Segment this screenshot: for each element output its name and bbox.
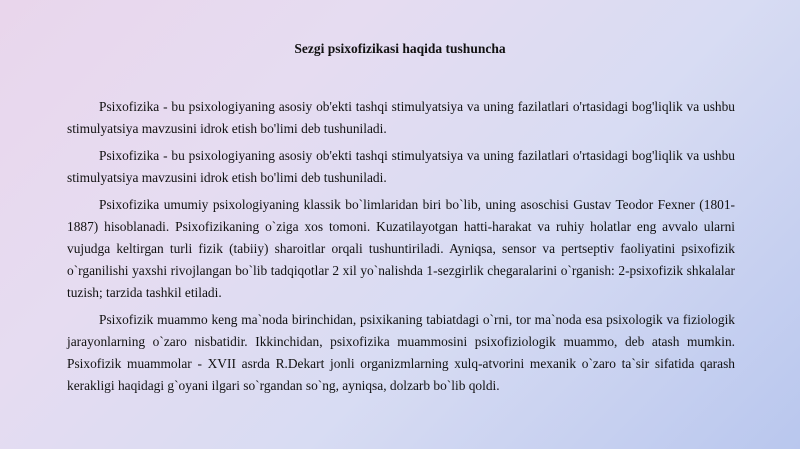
paragraph-2: Psixofizika - bu psixologiyaning asosiy ob'ekti tashqi stimulyatsiya va uning fazilatlari o'rtasidagi bog'liqlik va ushbu stimulyatsiya mavzusini idrok etish bo'limi deb tushuniladi.	[67, 148, 735, 185]
slide-body	[67, 96, 735, 402]
slide-title: Sezgi psixofizikasi haqida tushuncha	[294, 41, 506, 56]
paragraph-4: Psixofizik muammo keng ma`noda birinchidan, psixikaning tabiatdagi o`rni, tor ma`noda esa psixologik va fiziologik jarayonlarning o`zaro nisbatidir. Ikkinchidan, psixofizika muammosini psixofiziologik muammo, deb atash mumkin. Psixofizik muammolar - XVII asrda R.Dekart jonli organizmlarning xulq-atvorini mexanik o`zaro ta`sir sifatida qarash kerakligi haqidagi g`oyani ilgari so`rgandan so`ng, ayniqsa, dolzarb bo`lib qoldi.	[67, 312, 735, 393]
paragraph-1: Psixofizika - bu psixologiyaning asosiy ob'ekti tashqi stimulyatsiya va uning fazilatlari o'rtasidagi bog'liqlik va ushbu stimulyatsiya mavzusini idrok etish bo'limi deb tushuniladi.	[67, 99, 735, 136]
paragraph-3: Psixofizika umumiy psixologiyaning klassik bo`limlaridan biri bo`lib, uning asoschisi Gustav Teodor Fexner (1801-1887) hisoblanadi. Psixofizikaning o`ziga xos tomoni. Kuzatilayotgan hatti-harakat va ruhiy holatlar eng avvalo ularni vujudga keltirgan turli fizik (tabiiy) sharoitlar orqali tushuntiriladi. Ayniqsa, sensor va pertseptiv faoliyatini psixofizik o`rganilishi yaxshi rivojlangan bo`lib tadqiqotlar 2 xil yo`nalishda 1-sezgirlik chegaralarini o`rganish: 2-psixofizik shkalalar tuzish; tarzida tashkil etiladi.	[67, 197, 735, 300]
